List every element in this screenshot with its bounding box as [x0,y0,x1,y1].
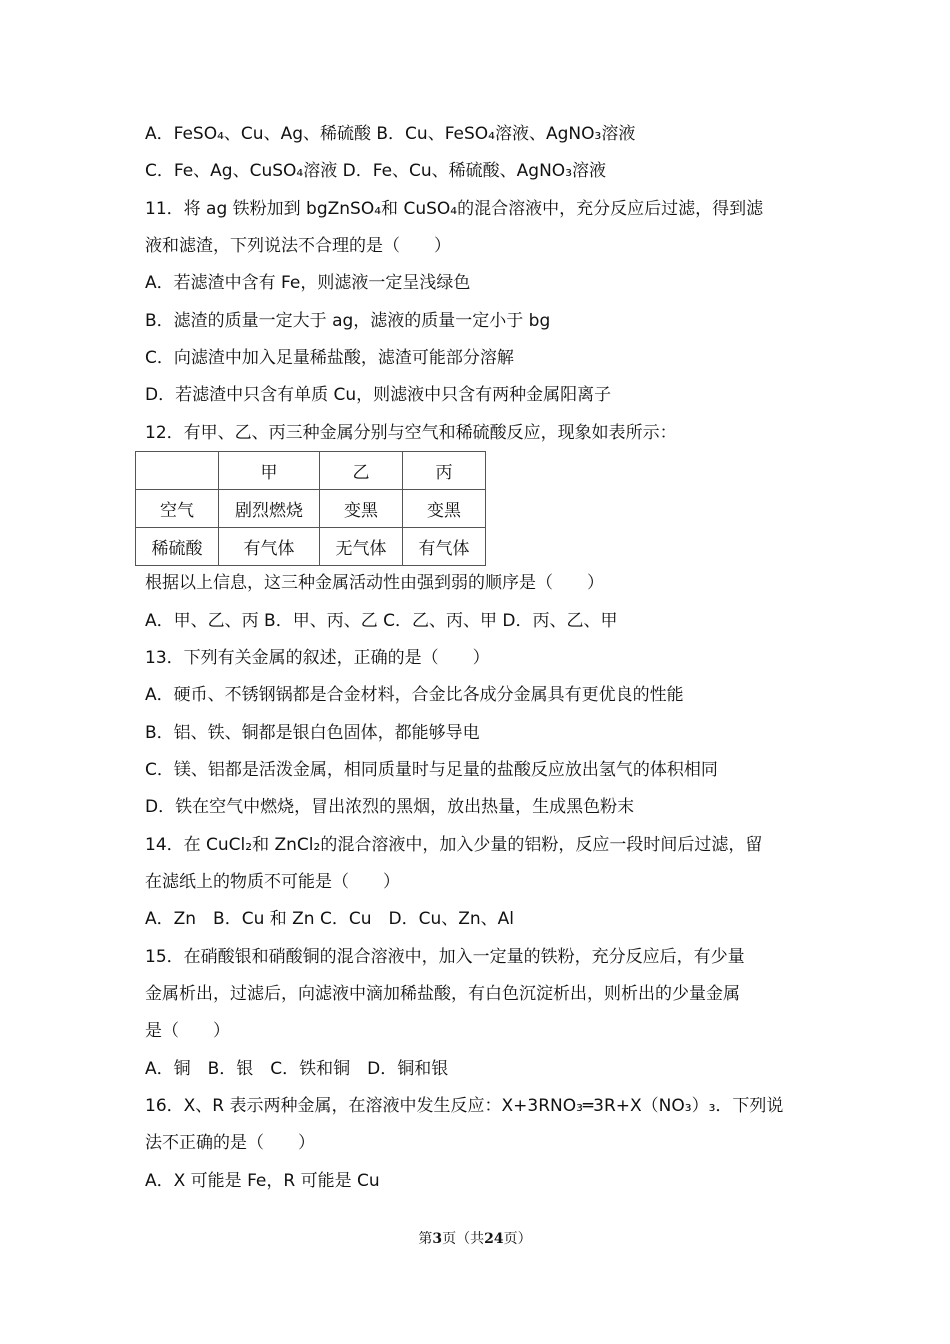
question-14-line-1: 14．在 CuCl₂和 ZnCl₂的混合溶液中，加入少量的铝粉，反应一段时间后过滤，留 [145,835,763,855]
question-15-options: A．铜 B．银 C．铁和铜 D．铜和银 [145,1059,449,1079]
question-15-line-2: 金属析出，过滤后，向滤液中滴加稀盐酸，有白色沉淀析出，则析出的少量金属 [145,984,740,1004]
table-cell: 变黑 [403,490,486,528]
question-13-option-d: D．铁在空气中燃烧，冒出浓烈的黑烟，放出热量，生成黑色粉末 [145,797,635,817]
question-11-option-b: B．滤渣的质量一定大于 ag，滤液的质量一定小于 bg [145,311,551,331]
question-11-option-a: A．若滤渣中含有 Fe，则滤液一定呈浅绿色 [145,273,471,293]
table-header-cell: 乙 [320,452,403,490]
question-14-line-2: 在滤纸上的物质不可能是（ ） [145,872,400,892]
line-2: C．Fe、Ag、CuSO₄溶液 D．Fe、Cu、稀硫酸、AgNO₃溶液 [145,161,607,181]
table-header-cell: 甲 [219,452,320,490]
footer-prefix: 第 [418,1231,433,1247]
question-16-option-a: A．X 可能是 Fe，R 可能是 Cu [145,1171,380,1191]
question-12-line-1: 12．有甲、乙、丙三种金属分别与空气和稀硫酸反应，现象如表所示： [145,423,677,443]
question-13-option-a: A．硬币、不锈钢锅都是合金材料，合金比各成分金属具有更优良的性能 [145,685,684,705]
question-11-option-c: C．向滤渣中加入足量稀盐酸，滤渣可能部分溶解 [145,348,514,368]
question-11-line-2: 液和滤渣，下列说法不合理的是（ ） [145,236,451,256]
question-16-line-2: 法不正确的是（ ） [145,1133,315,1153]
footer-middle: 页（共 [442,1231,485,1247]
footer-suffix: 页） [503,1231,532,1247]
question-15-line-3: 是（ ） [145,1021,230,1041]
table-cell: 有气体 [219,528,320,566]
question-11-line-1: 11．将 ag 铁粉加到 bgZnSO₄和 CuSO₄的混合溶液中，充分反应后过滤，得到滤 [145,199,764,219]
metals-table [135,451,486,566]
question-13-option-c: C．镁、铝都是活泼金属，相同质量时与足量的盐酸反应放出氢气的体积相同 [145,760,718,780]
table-cell: 稀硫酸 [136,528,219,566]
table-cell: 变黑 [320,490,403,528]
question-14-options: A．Zn B．Cu 和 Zn C．Cu D．Cu、Zn、Al [145,909,515,929]
question-11-option-d: D．若滤渣中只含有单质 Cu，则滤液中只含有两种金属阳离子 [145,385,612,405]
table-header-cell [136,452,219,490]
table-cell: 无气体 [320,528,403,566]
page-footer [0,1228,950,1248]
footer-page-number: 3 [432,1231,443,1247]
question-12-line-2: 根据以上信息，这三种金属活动性由强到弱的顺序是（ ） [145,573,604,593]
question-13-option-b: B．铝、铁、铜都是银白色固体，都能够导电 [145,723,480,743]
table-cell: 有气体 [403,528,486,566]
footer-total-pages: 24 [484,1231,504,1247]
question-12-options: A．甲、乙、丙 B．甲、丙、乙 C．乙、丙、甲 D．丙、乙、甲 [145,611,618,631]
table-row [136,490,486,528]
question-15-line-1: 15．在硝酸银和硝酸铜的混合溶液中，加入一定量的铁粉，充分反应后，有少量 [145,947,745,967]
table-cell: 空气 [136,490,219,528]
table-header-cell: 丙 [403,452,486,490]
table-row [136,528,486,566]
question-13-line-1: 13．下列有关金属的叙述，正确的是（ ） [145,648,490,668]
question-16-line-1: 16．X、R 表示两种金属，在溶液中发生反应：X+3RNO₃═3R+X（NO₃）₃．下列说 [145,1096,784,1116]
line-1: A．FeSO₄、Cu、Ag、稀硫酸 B．Cu、FeSO₄溶液、AgNO₃溶液 [145,124,636,144]
table-header-row [136,452,486,490]
table-cell: 剧烈燃烧 [219,490,320,528]
